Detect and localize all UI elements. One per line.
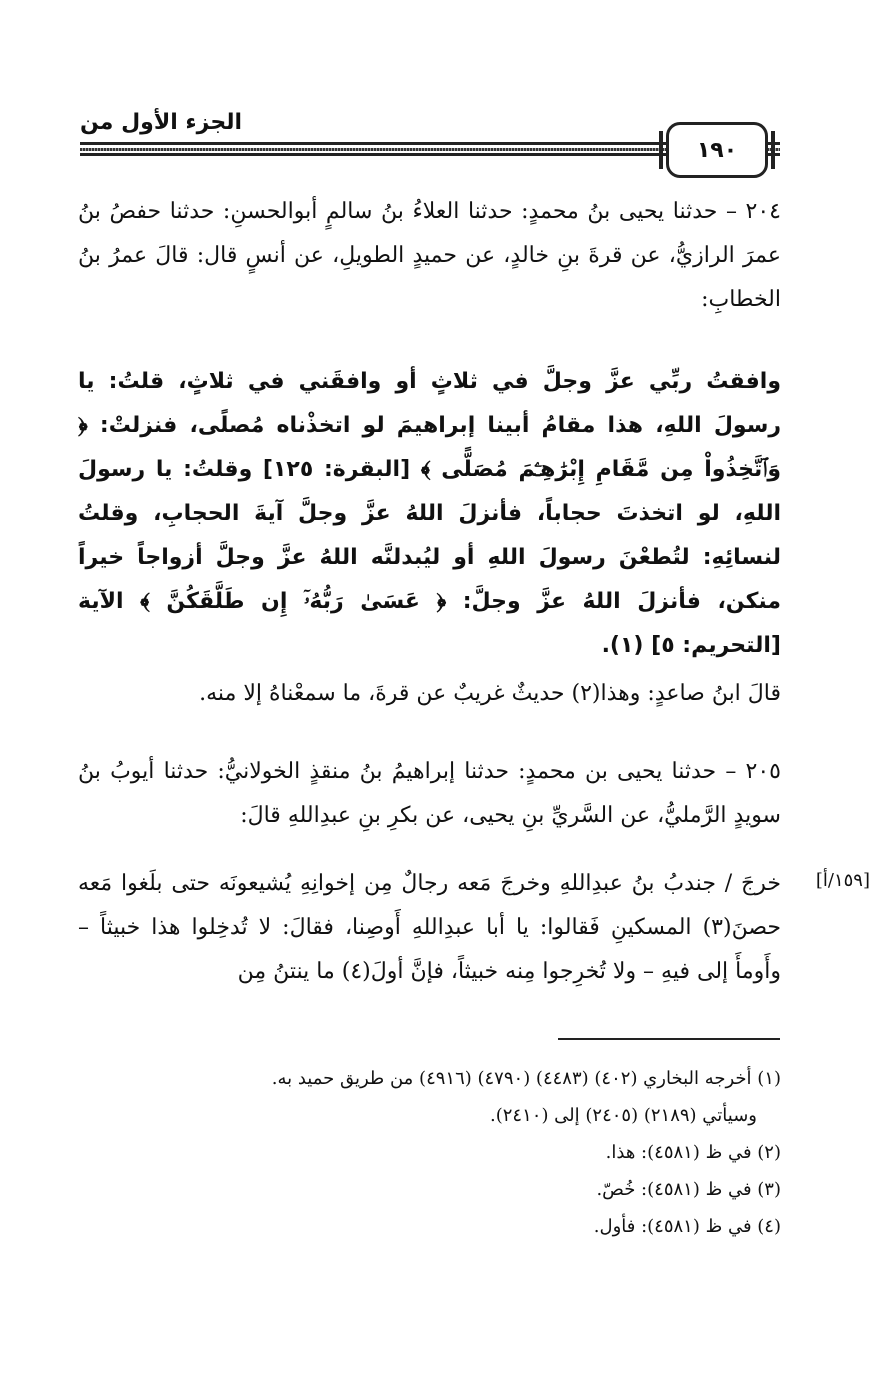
footnote-2: (٢) في ظ (٤٥٨١): هذا.: [605, 1142, 781, 1163]
footnotes: [120, 1060, 781, 1245]
hadith-204-matn: وافقتُ ربِّي عزَّ وجلَّ في ثلاثٍ أو وافقَني في ثلاثٍ، قلتُ: يا رسولَ اللهِ، هذا مقامُ أبينا إبراهيمَ لو اتخذْناه مُصلًى، فنزلتْ: ﴿ وَٱتَّخِذُواْ مِن مَّقَامِ إِبْرَٰهِـۧمَ مُصَلًّى ﴾ [البقرة: ١٢٥] وقلتُ: يا رسولَ اللهِ، لو اتخذتَ حجاباً، فأنزلَ اللهُ عزَّ وجلَّ آيةَ الحجابِ، وقلتُ لنسائِهِ: لتُطعْنَ رسولَ اللهِ أو ليُبدلنَّه اللهُ عزَّ وجلَّ أزواجاً خيراً منكن، فأنزلَ اللهُ عزَّ وجلَّ: ﴿ عَسَىٰ رَبُّهُۥٓ إِن طَلَّقَكُنَّ ﴾ الآية [التحريم: ٥] (١).: [78, 369, 781, 658]
footnote-1: (١) أخرجه البخاري (٤٠٢) (٤٤٨٣) (٤٧٩٠) (٤٩١٦) من طريق حميد به.: [271, 1068, 781, 1089]
footnote-1-continued: وسيأتي (٢١٨٩) (٢٤٠٥) إلى (٢٤١٠).: [490, 1105, 757, 1126]
hadith-205-isnad: ٢٠٥ – حدثنا يحيى بن محمدٍ: حدثنا إبراهيمُ بنُ منقذٍ الخولانيُّ: حدثنا أيوبُ بنُ سويدٍ الرَّمليُّ، عن السَّريِّ بنِ يحيى، عن بكرِ بنِ عبدِاللهِ قالَ:: [78, 759, 781, 828]
hadith-204-isnad: ٢٠٤ – حدثنا يحيى بنُ محمدٍ: حدثنا العلاءُ بنُ سالمٍ أبوالحسنِ: حدثنا حفصُ بنُ عمرَ الرازيُّ، عن قرةَ بنِ خالدٍ، عن حميدٍ الطويلِ، عن أنسٍ قال: قالَ عمرُ بنُ الخطابِ:: [78, 199, 781, 312]
page-number: ١٩٠: [666, 122, 768, 178]
ibn-saed-comment: قالَ ابنُ صاعدٍ: وهذا(٢) حديثٌ غريبٌ عن قرةَ، ما سمعْناهُ إلا منه.: [199, 681, 781, 706]
footnote-4: (٤) في ظ (٤٥٨١): فأول.: [593, 1216, 781, 1237]
footnote-3: (٣) في ظ (٤٥٨١): خُصّ.: [596, 1179, 781, 1200]
footnote-divider: [558, 1038, 780, 1040]
running-header-title: الجزء الأول من: [80, 110, 243, 135]
hadith-205-matn: خرجَ / جندبُ بنُ عبدِاللهِ وخرجَ مَعه رجالٌ مِن إخوانِهِ يُشيعونَه حتى بلَغوا مَعه حصنَ(٣) المسكينِ فَقالوا: يا أبا عبدِاللهِ أَوصِنا، فقالَ: لا تُدخِلوا هذا خبيثاً – وأَومأَ إلى فيهِ – ولا تُخرِجوا مِنه خبيثاً، فإنَّ أولَ(٤) ما ينتنُ مِن: [78, 871, 781, 984]
manuscript-folio-note: [١٥٩/أ]: [815, 870, 870, 891]
